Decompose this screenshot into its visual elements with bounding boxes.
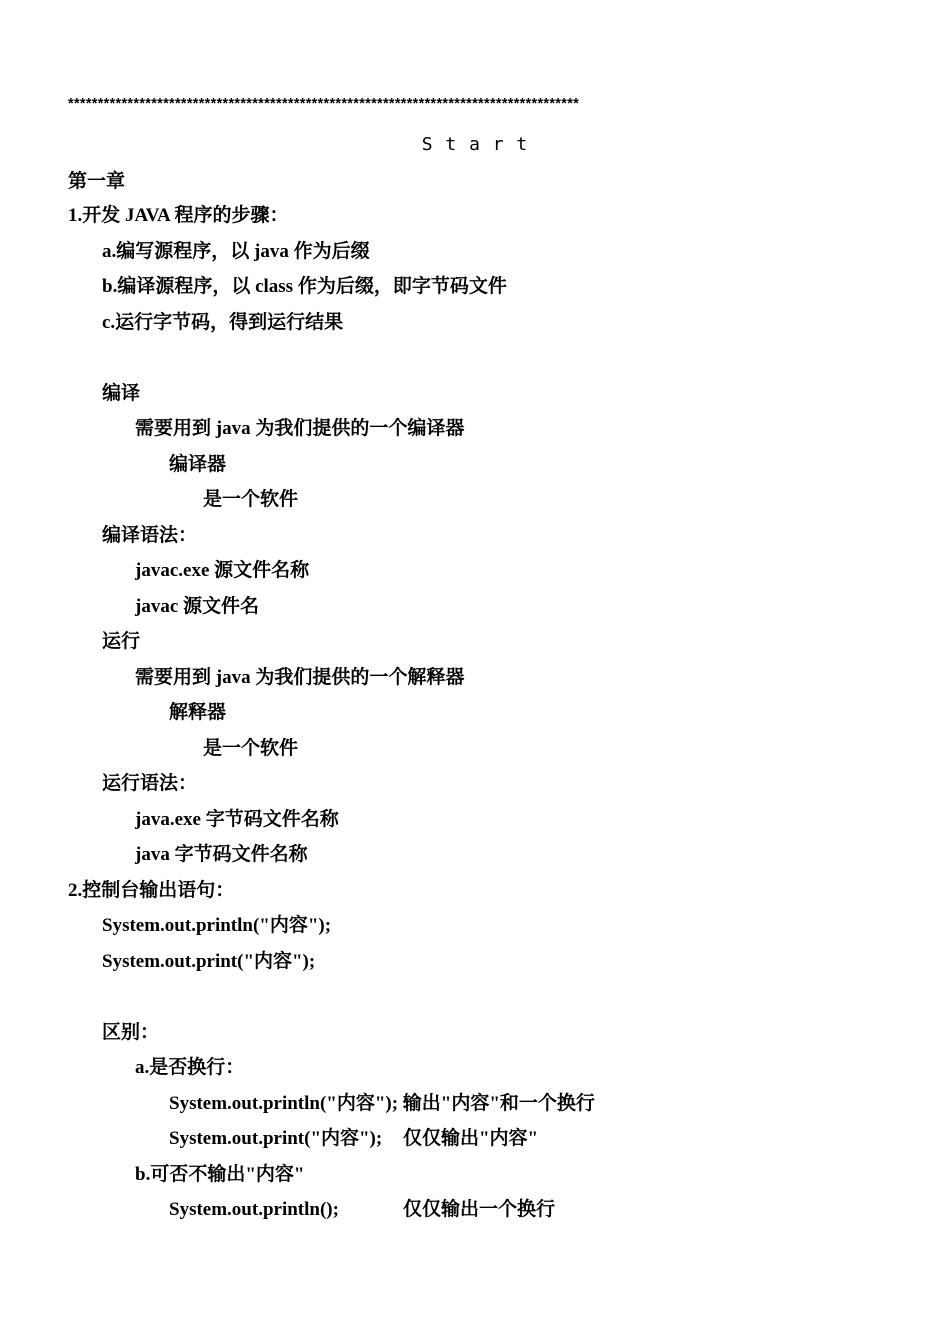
section-heading: 2.控制台输出语句：	[68, 880, 235, 901]
text-line: a.是否换行：	[135, 1057, 245, 1078]
text-line: 是一个软件	[203, 738, 299, 759]
text-line: 需要用到 java 为我们提供的一个解释器	[135, 667, 465, 688]
text-line: 是一个软件	[203, 489, 299, 510]
text-line: 编译语法：	[102, 525, 198, 546]
start-heading: S t a r t	[421, 134, 529, 155]
text-line: 编译	[102, 383, 141, 404]
text-line: 运行语法：	[102, 773, 198, 794]
text-line: 需要用到 java 为我们提供的一个编译器	[135, 418, 465, 439]
code-line: java.exe 字节码文件名称	[135, 809, 339, 830]
chapter-title: 第一章	[68, 171, 126, 192]
section-heading: 1.开发 JAVA 程序的步骤：	[68, 205, 289, 226]
text-line: b.可否不输出"内容"	[135, 1164, 305, 1185]
separator-line: **************************************************************************************	[68, 96, 580, 112]
code-line: System.out.print("内容");	[102, 951, 316, 972]
code-line: javac 源文件名	[135, 596, 260, 617]
text-line: 解释器	[169, 702, 227, 723]
code-line: System.out.println("内容"); 输出"内容"和一个换行	[169, 1093, 595, 1114]
text-line: b.编译源程序，以 class 作为后缀，即字节码文件	[102, 276, 507, 297]
code-line: java 字节码文件名称	[135, 844, 308, 865]
code-line: System.out.println("内容");	[102, 915, 332, 936]
text-line: c.运行字节码，得到运行结果	[102, 312, 344, 333]
text-line: 运行	[102, 631, 141, 652]
text-line: 区别：	[102, 1022, 160, 1043]
text-line: a.编写源程序，以 java 作为后缀	[102, 241, 370, 262]
text-line: 编译器	[169, 454, 227, 475]
code-line: javac.exe 源文件名称	[135, 560, 310, 581]
code-line: System.out.println();	[169, 1199, 339, 1220]
code-line: System.out.print("内容");	[169, 1128, 383, 1149]
text-line: 仅仅输出"内容"	[403, 1128, 539, 1149]
text-line: 仅仅输出一个换行	[403, 1199, 556, 1220]
